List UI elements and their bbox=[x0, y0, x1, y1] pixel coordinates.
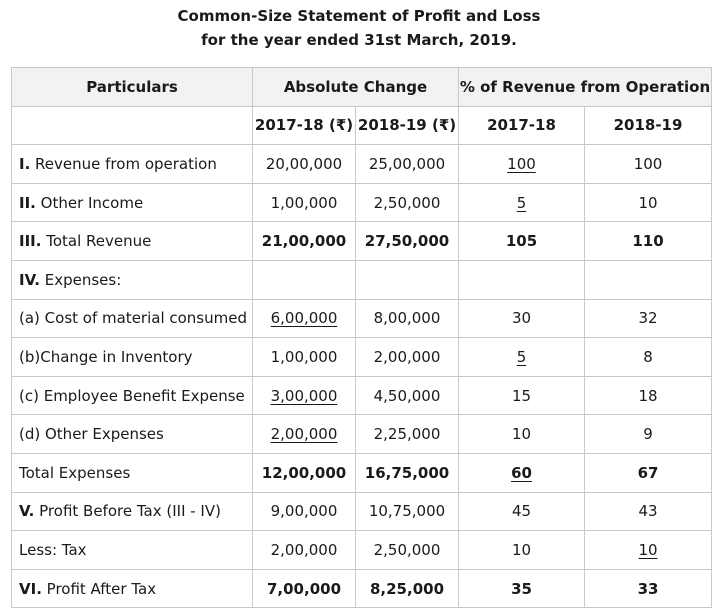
row-label bbox=[12, 376, 253, 415]
cell-pct-2017-18 bbox=[459, 338, 585, 377]
cell-pct-2018-19: 100 bbox=[585, 145, 712, 184]
cell-pct-2017-18: 35 bbox=[459, 569, 585, 608]
header-row bbox=[12, 68, 712, 107]
cell-abs-2018-19: 8,25,000 bbox=[356, 569, 459, 608]
cell-value: 10 bbox=[638, 540, 658, 559]
title-line-2: for the year ended 31st March, 2019. bbox=[201, 31, 517, 49]
cell-pct-2018-19: 10 bbox=[585, 183, 712, 222]
cell-abs-2018-19 bbox=[356, 260, 459, 299]
cell-value: 3,00,000 bbox=[270, 386, 338, 405]
cell-pct-2017-18: 10 bbox=[459, 531, 585, 570]
subheader-row bbox=[12, 106, 712, 145]
cell-abs-2017-18 bbox=[253, 260, 356, 299]
cell-pct-2017-18 bbox=[459, 183, 585, 222]
table-row bbox=[12, 492, 712, 531]
cell-pct-2018-19: 8 bbox=[585, 338, 712, 377]
row-label bbox=[12, 453, 253, 492]
cell-pct-2017-18: 45 bbox=[459, 492, 585, 531]
cell-pct-2018-19 bbox=[585, 260, 712, 299]
subheader-pct-2017-18: 2017-18 bbox=[459, 106, 585, 145]
row-label-text: Total Expenses bbox=[19, 463, 131, 482]
table-row bbox=[12, 299, 712, 338]
cell-pct-2017-18: 15 bbox=[459, 376, 585, 415]
table-row bbox=[12, 415, 712, 454]
subheader-blank bbox=[12, 106, 253, 145]
row-label-text: Revenue from operation bbox=[30, 154, 217, 173]
profit-loss-table bbox=[11, 67, 712, 608]
table-row bbox=[12, 376, 712, 415]
table-row bbox=[12, 453, 712, 492]
row-label-text: (d) Other Expenses bbox=[19, 425, 164, 444]
cell-abs-2017-18 bbox=[253, 299, 356, 338]
cell-abs-2017-18: 21,00,000 bbox=[253, 222, 356, 261]
row-label-text: (c) Employee Benefit Expense bbox=[19, 386, 245, 405]
cell-pct-2018-19: 67 bbox=[585, 453, 712, 492]
cell-pct-2018-19: 33 bbox=[585, 569, 712, 608]
table-row bbox=[12, 145, 712, 184]
table-row bbox=[12, 183, 712, 222]
row-label bbox=[12, 415, 253, 454]
row-label-text: Total Revenue bbox=[41, 232, 152, 251]
row-label bbox=[12, 569, 253, 608]
subheader-abs-2017-18: 2017-18 (₹) bbox=[253, 106, 356, 145]
row-label bbox=[12, 145, 253, 184]
row-prefix: II. bbox=[19, 193, 36, 212]
cell-pct-2017-18 bbox=[459, 260, 585, 299]
cell-abs-2018-19: 25,00,000 bbox=[356, 145, 459, 184]
cell-pct-2018-19: 9 bbox=[585, 415, 712, 454]
cell-abs-2018-19: 2,50,000 bbox=[356, 531, 459, 570]
row-label bbox=[12, 492, 253, 531]
row-prefix: VI. bbox=[19, 579, 42, 598]
header-particulars: Particulars bbox=[12, 68, 253, 107]
cell-value: 2,00,000 bbox=[270, 425, 338, 444]
cell-abs-2018-19: 27,50,000 bbox=[356, 222, 459, 261]
cell-abs-2018-19: 8,00,000 bbox=[356, 299, 459, 338]
cell-pct-2017-18 bbox=[459, 145, 585, 184]
cell-pct-2018-19 bbox=[585, 531, 712, 570]
cell-pct-2017-18: 30 bbox=[459, 299, 585, 338]
cell-pct-2018-19: 43 bbox=[585, 492, 712, 531]
cell-pct-2018-19: 110 bbox=[585, 222, 712, 261]
title-line-1: Common-Size Statement of Profit and Loss bbox=[177, 7, 541, 25]
cell-abs-2017-18: 7,00,000 bbox=[253, 569, 356, 608]
row-label-text: (a) Cost of material consumed bbox=[19, 309, 247, 328]
row-label-text: (b)Change in Inventory bbox=[19, 347, 193, 366]
cell-value: 5 bbox=[516, 347, 527, 366]
cell-abs-2017-18: 20,00,000 bbox=[253, 145, 356, 184]
cell-value: 6,00,000 bbox=[270, 309, 338, 328]
row-label bbox=[12, 338, 253, 377]
cell-pct-2017-18 bbox=[459, 453, 585, 492]
row-prefix: V. bbox=[19, 502, 35, 521]
cell-abs-2017-18: 1,00,000 bbox=[253, 338, 356, 377]
row-label-text: Other Income bbox=[35, 193, 144, 212]
cell-abs-2017-18: 9,00,000 bbox=[253, 492, 356, 531]
row-label-text: Profit Before Tax (III - IV) bbox=[34, 502, 221, 521]
table-row bbox=[12, 569, 712, 608]
row-label-text: Expenses: bbox=[39, 270, 122, 289]
cell-abs-2017-18: 1,00,000 bbox=[253, 183, 356, 222]
row-prefix: I. bbox=[19, 154, 31, 173]
subheader-pct-2018-19: 2018-19 bbox=[585, 106, 712, 145]
cell-abs-2017-18 bbox=[253, 415, 356, 454]
cell-pct-2017-18: 10 bbox=[459, 415, 585, 454]
cell-abs-2017-18 bbox=[253, 376, 356, 415]
header-absolute-change: Absolute Change bbox=[253, 68, 459, 107]
row-prefix: IV. bbox=[19, 270, 40, 289]
header-percent-revenue: % of Revenue from Operation bbox=[459, 68, 712, 107]
row-label-text: Less: Tax bbox=[19, 540, 87, 559]
statement-title bbox=[0, 4, 718, 52]
cell-abs-2018-19: 2,25,000 bbox=[356, 415, 459, 454]
cell-pct-2018-19: 18 bbox=[585, 376, 712, 415]
table-row bbox=[12, 260, 712, 299]
row-label bbox=[12, 531, 253, 570]
cell-abs-2018-19: 16,75,000 bbox=[356, 453, 459, 492]
cell-abs-2018-19: 2,00,000 bbox=[356, 338, 459, 377]
cell-pct-2017-18: 105 bbox=[459, 222, 585, 261]
row-label bbox=[12, 183, 253, 222]
cell-value: 5 bbox=[516, 193, 527, 212]
row-label bbox=[12, 299, 253, 338]
cell-abs-2017-18: 2,00,000 bbox=[253, 531, 356, 570]
row-prefix: III. bbox=[19, 232, 42, 251]
cell-abs-2017-18: 12,00,000 bbox=[253, 453, 356, 492]
table-row bbox=[12, 531, 712, 570]
table-row bbox=[12, 338, 712, 377]
cell-abs-2018-19: 10,75,000 bbox=[356, 492, 459, 531]
cell-abs-2018-19: 2,50,000 bbox=[356, 183, 459, 222]
row-label bbox=[12, 222, 253, 261]
cell-pct-2018-19: 32 bbox=[585, 299, 712, 338]
cell-value: 60 bbox=[511, 463, 532, 482]
cell-value: 100 bbox=[507, 154, 536, 173]
row-label-text: Profit After Tax bbox=[41, 579, 157, 598]
row-label bbox=[12, 260, 253, 299]
subheader-abs-2018-19: 2018-19 (₹) bbox=[356, 106, 459, 145]
table-row bbox=[12, 222, 712, 261]
cell-abs-2018-19: 4,50,000 bbox=[356, 376, 459, 415]
